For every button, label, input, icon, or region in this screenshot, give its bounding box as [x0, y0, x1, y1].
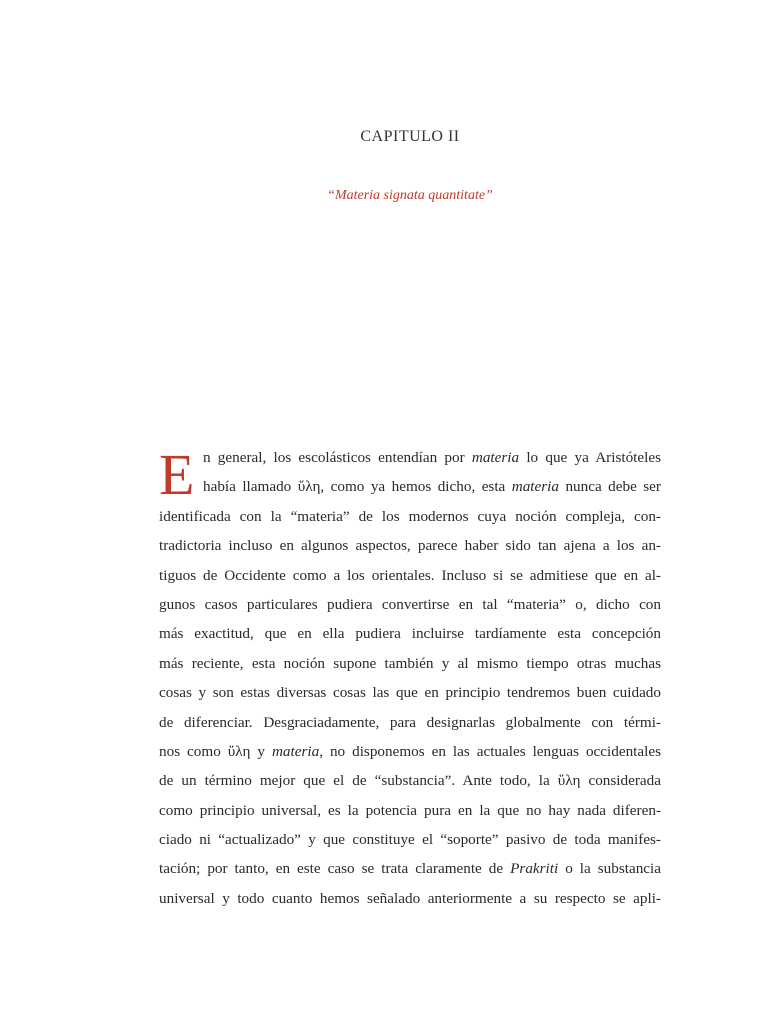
- text-run: lo que ya Aristóteles: [519, 449, 661, 466]
- text-run: había llamado ὕλη, como ya hemos dicho, esta: [203, 478, 512, 496]
- text-line: [159, 854, 661, 883]
- chapter-subtitle: “Materia signata quantitate”: [327, 188, 493, 203]
- text-run: nos como ὕλη y: [159, 742, 272, 760]
- italic-term: Prakriti: [510, 860, 559, 878]
- text-run: tiguos de Occidente como a los orientales. Incluso si se admitiese que en al-: [159, 566, 661, 584]
- italic-term: materia: [511, 478, 559, 496]
- text-run: más exactitud, que en ella pudiera incluirse tardíamente esta concepción: [159, 625, 661, 643]
- text-line: [159, 472, 661, 501]
- text-line: [159, 678, 661, 707]
- text-run: nunca debe ser: [559, 478, 661, 496]
- text-run: de diferenciar. Desgraciadamente, para designarlas globalmente con térmi-: [159, 713, 661, 731]
- text-run: , no disponemos en las actuales lenguas occidentales: [319, 742, 661, 760]
- text-run: de un término mejor que el de “substancia”. Ante todo, la ὕλη considerada: [159, 772, 661, 790]
- text-line: [159, 619, 661, 648]
- body-text: [159, 443, 661, 913]
- text-run: universal y todo cuanto hemos señalado anteriormente a su respecto se apli-: [159, 889, 661, 907]
- text-run: más reciente, esta noción supone también y al mismo tiempo otras muchas: [159, 654, 661, 672]
- text-run: tradictoria incluso en algunos aspectos, parece haber sido tan ajena a los an-: [159, 537, 661, 555]
- text-run: n general, los escolásticos entendían por: [203, 449, 472, 466]
- text-line: [159, 590, 661, 619]
- italic-term: materia: [271, 742, 320, 760]
- text-run: identificada con la “materia” de los modernos cuya noción compleja, con-: [159, 507, 661, 525]
- text-line: [159, 649, 661, 678]
- text-line: [159, 796, 661, 825]
- text-run: o la substancia: [558, 860, 661, 878]
- text-line: [159, 825, 661, 854]
- text-run: ciado ni “actualizado” y que constituye el “soporte” pasivo de toda manifes-: [159, 831, 661, 849]
- text-line: [159, 737, 661, 766]
- text-line: [159, 531, 661, 560]
- text-line: [159, 561, 661, 590]
- text-line: [159, 708, 661, 737]
- text-run: gunos casos particulares pudiera convertirse en tal “materia” o, dicho con: [159, 595, 661, 613]
- text-line: [159, 443, 661, 472]
- chapter-title: CAPITULO II: [360, 128, 460, 145]
- text-line: [159, 766, 661, 795]
- text-line: [159, 884, 661, 913]
- text-run: cosas y son estas diversas cosas las que en principio tendremos buen cuidado: [159, 684, 661, 702]
- drop-cap: E: [159, 442, 195, 507]
- text-run: tación; por tanto, en este caso se trata claramente de: [159, 860, 511, 878]
- text-run: como principio universal, es la potencia pura en la que no hay nada diferen-: [159, 801, 661, 819]
- text-line: [159, 502, 661, 531]
- italic-term: materia: [471, 449, 520, 466]
